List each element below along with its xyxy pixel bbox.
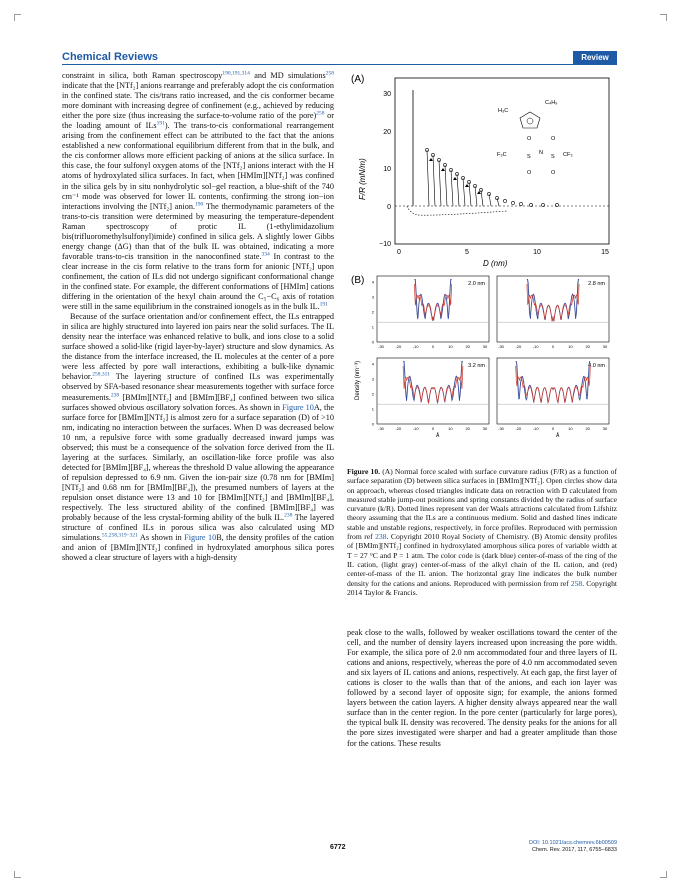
xtick-b: 30: [482, 426, 488, 431]
xtick-b: 0: [431, 426, 435, 431]
xtick-b: 20: [585, 344, 590, 349]
cation-ring-density-curve: [516, 361, 591, 402]
citation-link[interactable]: 258: [325, 70, 334, 77]
cation-ring-density-curve: [527, 279, 579, 321]
header-rule: [62, 64, 617, 65]
figure-10: [347, 70, 617, 465]
ytick-b: 3: [371, 376, 374, 382]
crop-mark-tl: [14, 14, 21, 21]
xtick-a: 0: [397, 249, 401, 256]
ytick-b: 4: [371, 361, 374, 367]
right-column-text: peak close to the walls, followed by weaker oscillations toward the center of the cell, and the number of density layers increased upon increasing the pore width. For example, the silica pore of 2.0 nm accommodated four and three layers of IL cations and anions, respectively, whereas the pore of 4.0 nm accommodated seven and six layers of IL cations and anions, respectively. At each gap, the first layer of cations is closer to the walls than that of the anions, and each ion layer was followed by a second layer of opposite sign; for example, the anions formed layers between the cation layers. A higher density always appeared near the wall surface than in the center region. In the pore center (particularly for large pores), the typical bulk IL density was recovered. The density peaks for the anions for all the pore sizes investigated were sharper and had a greater amplitude than those for the cations. These results: [347, 628, 617, 748]
xtick-b: 10: [568, 426, 573, 431]
citation-link[interactable]: 191: [319, 301, 328, 308]
caption-text: (A) Normal force scaled with surface curvature radius (F/R) as a function of surface separation (D) between silica surfaces in [BMIm][NTf₂]. Open circles show data on approach, whereas closed triangles indicate data on retraction with D calculated from measured stable jump-out positions and spring constants divided by the radius of surface curvature (k/R). Dotted lines represent van der Waals attractions calculated from Lifshitz theory assuming that the ILs are a continuous medium. Solid and dashed lines indicate stable and unstable regions, respectively, in force profiles. Reproduced with permission from ref: [347, 467, 618, 542]
molecule-label: O: [527, 136, 532, 142]
citation-link[interactable]: 258,311: [92, 371, 110, 378]
xtick-b: -10: [412, 344, 419, 349]
density-panel: [372, 358, 489, 439]
xtick-b: -10: [532, 426, 539, 431]
molecule-label: H₃C: [498, 108, 509, 114]
anion-density-curve: [414, 284, 451, 320]
citation-link[interactable]: 55,258,319−321: [101, 532, 138, 539]
panel-b-ylabel: Density (nm⁻³): [355, 360, 361, 400]
panel-width-label: 4.0 nm: [588, 363, 605, 369]
doi-link[interactable]: DOI: 10.1021/acs.chemrev.6b00509: [529, 840, 617, 846]
vdw-attraction-curve: [407, 206, 507, 215]
xtick-b: -20: [515, 344, 522, 349]
ytick-a: 10: [383, 166, 391, 173]
xtick-b: -20: [395, 426, 402, 431]
panel-b-label: (B): [351, 275, 365, 286]
footer-citation: [500, 840, 617, 854]
panel-b-xlabel: Å: [436, 433, 440, 439]
citation-link[interactable]: 334: [261, 251, 270, 258]
density-panel: [497, 358, 609, 439]
text-run: As shown in: [137, 533, 185, 543]
molecule-label: F₃C: [497, 152, 507, 158]
caption-text: . Copyright 2010 Royal Society of Chemistry. (B) Atomic density profiles of [BMIm][NTf₂] confined in hydroxylated amorphous silica pores of variable width at T = 27 °C and P = 1 atm. The color code is (dark blue) center-of-mass of the ring of the IL cation, (light gray) center-of-mass of the alkyl chain of the IL cation, and (red) center-of-mass of the IL anion. The horizontal gray line indicates the bulk number density for the cations and anions. Reproduced with permission from ref: [347, 532, 617, 588]
ytick-b: 0: [371, 339, 374, 345]
density-panels: [372, 276, 609, 439]
caption-text: . Copyright 2014 Taylor & Francis.: [347, 578, 617, 597]
xtick-b: -30: [498, 344, 504, 349]
retraction-data-triangles: [429, 158, 481, 194]
xtick-b: -20: [395, 344, 402, 349]
xtick-b: 0: [431, 344, 435, 349]
il-structure-diagram: [497, 100, 573, 176]
cation-ring-density-curve: [403, 361, 463, 403]
ytick-b: 2: [371, 391, 374, 397]
xtick-b: 20: [585, 426, 590, 431]
xtick-a: 10: [533, 249, 541, 256]
xtick-b: -30: [378, 426, 384, 431]
panel-a-ylabel: F/R (mN/m): [358, 158, 367, 200]
alkyl-density-curve: [403, 361, 463, 403]
citation-link[interactable]: 190,191,314: [222, 70, 250, 77]
panel-width-label: 3.2 nm: [468, 363, 485, 369]
panel-width-label: 2.8 nm: [588, 281, 605, 287]
page-number: 6772: [330, 844, 346, 851]
citation-link[interactable]: 238: [110, 391, 120, 398]
citation-link[interactable]: 238: [375, 532, 387, 542]
cation-ring-density-curve: [414, 279, 451, 320]
citation-link[interactable]: 258: [316, 110, 325, 117]
molecule-label: S: [527, 154, 531, 160]
crop-mark-br: [660, 871, 667, 878]
text-run: and MD simulations: [249, 71, 326, 80]
figure-link[interactable]: Figure 10: [282, 402, 314, 412]
panel-a-label: (A): [351, 74, 365, 85]
xtick-b: -10: [532, 344, 539, 349]
xtick-b: 0: [551, 426, 555, 431]
left-column-text: [62, 71, 334, 563]
panel-b-xlabel: Å: [556, 433, 560, 439]
citation-link[interactable]: 238: [284, 512, 293, 519]
text-run: The layered structure of confined ILs in porous silica was also calculated using MD simulations.: [62, 513, 335, 543]
xtick-b: 0: [551, 344, 555, 349]
crop-mark-tr: [660, 14, 667, 21]
citation-link[interactable]: 191: [156, 120, 165, 127]
molecule-label: O: [551, 136, 556, 142]
figure-10-graphic: [347, 70, 617, 465]
ytick-a: 0: [387, 204, 391, 211]
text-run: Because of the surface orientation and/or confinement effect, the ILs entrapped in silica are highly structured into layered ion pairs near the solid surfaces. The IL density near the interface was enhanced relative to bulk, and ions close to a solid surface showed a solid-like (rigid layer-by-layer) structure and slow dynamics. As the distance from the interface increased, the IL molecules at the center of a pore were less affected by pore wall interactions, exhibiting a bulk-like dynamic behavior.: [62, 312, 334, 382]
force-branches: [427, 150, 499, 206]
ytick-a: 20: [383, 129, 391, 136]
text-run: [BMIm][NTf₂] and [BMIm][BF₄] confined between two silica surfaces showed obvious oscillatory solvation forces. As shown in: [62, 392, 334, 412]
density-panel: [497, 276, 609, 349]
xtick-b: 10: [448, 344, 453, 349]
ytick-b: 1: [371, 324, 374, 330]
xtick-b: -30: [498, 426, 504, 431]
section-badge: Review: [573, 51, 617, 64]
xtick-b: 10: [448, 426, 453, 431]
ytick-b: 0: [371, 421, 374, 427]
citation-link[interactable]: 190: [195, 200, 204, 207]
text-run: In contrast to the clear increase in the cis form relative to the trans form for anionic [NTf₂] upon confinement, the cation of ILs did not undergo significant conformational change in the confined state. For example, the different conformations of [HMIm] cations differing in the orientation of the hexyl chain around the C₅−C₆ axis of rotation were still in the same equilibrium in the constrained ionogels as in the bulk IL.: [62, 251, 335, 312]
molecule-label: N: [539, 150, 543, 156]
molecule-label: O: [551, 170, 556, 176]
text-run: The thermodynamic parameters of the trans-to-cis transition were determined by measuring the temperature-dependent Raman spectroscopy of protic IL (1-ethylimidazolium bis(trifluoromethylsulfonyl)imide) confined in silica gels. A slightly lower Gibbs energy change (ΔG) than that of the bulk IL was obtained, indicating a more favorable trans-to-cis transition in the nanoconfined state.: [62, 201, 334, 261]
text-run: ). The trans-to-cis conformational rearrangement arising from the confinement effect can be attributed to the fact that the anions established a new conformational equilibrium different from that in the bulk, and the cis conformer allows more efficient packing of anions at the silica surface. In this case, the four sulfonyl oxygen atoms of the [NTf₂] anions interact with the H atoms of hydroxylated silica surfaces. In fact, when [HMIm][NTf₂] was confined in the silica gels by in situ nonhydrolytic sol−gel reaction, a blue-shift of the 740 cm⁻¹ mode was observed for lower IL contents, confirming the strong ion−ion interactions involving the [NTf₂] anion.: [62, 121, 334, 211]
figure-link[interactable]: Figure 10: [184, 533, 217, 543]
molecule-label: CF₃: [563, 152, 573, 158]
alkyl-density-curve: [414, 279, 451, 320]
xtick-b: 20: [465, 344, 470, 349]
ytick-a: −10: [379, 241, 391, 248]
molecule-label: C₄H₉: [545, 100, 558, 106]
xtick-b: 30: [602, 426, 608, 431]
xtick-a: 15: [601, 249, 609, 256]
molecule-label: O: [527, 170, 532, 176]
xtick-b: 30: [602, 344, 608, 349]
molecule-label: S: [551, 154, 555, 160]
ytick-b: 1: [371, 406, 374, 412]
citation-link[interactable]: 258: [570, 578, 583, 588]
text-run: The layering structure of confined ILs was experimentally observed by SFA-based resonance shear measurements together with surface force measurements.: [62, 372, 334, 402]
anion-density-curve: [403, 366, 463, 404]
xtick-a: 5: [465, 249, 469, 256]
imidazolium-ring-icon: [520, 112, 540, 128]
figure-caption: [347, 467, 617, 597]
xtick-b: 30: [482, 344, 488, 349]
ytick-b: 2: [371, 309, 374, 315]
text-run: constraint in silica, both Raman spectroscopy: [62, 71, 223, 80]
xtick-b: -20: [515, 426, 522, 431]
xtick-b: 20: [465, 426, 470, 431]
text-run: B, the density profiles of the cation and anion of [BMIm][NTf₂] confined in hydroxylated amorphous silica pores showed a clear structure of layers with a high-density: [62, 533, 334, 563]
crop-mark-bl: [14, 871, 21, 878]
xtick-b: -10: [412, 426, 419, 431]
journal-citation: Chem. Rev. 2017, 117, 6755−6833: [532, 847, 617, 853]
text-run: indicate that the [NTf₂] anions rearrange and preferably adopt the cis conformation in the confined state. The cis/trans ratio increased, and the cis conformer became more dominant with increasing degree of confinement (e.g., achieved by reducing either the pore size (thus increasing the surface-to-volume ratio of the pore): [62, 81, 334, 121]
xtick-b: -30: [378, 344, 384, 349]
journal-title[interactable]: Chemical Reviews: [62, 51, 158, 63]
xtick-b: 10: [568, 344, 573, 349]
panel-width-label: 2.0 nm: [468, 281, 485, 287]
ytick-a: 30: [383, 91, 391, 98]
caption-label: Figure 10.: [347, 467, 381, 476]
text-run: A, the surface force for [BMIm][NTf₂] is almost zero for a surface separation (D) of >10 nm, indicating no interaction between the surfaces. When D was decreased below 10 nm, a repulsive force with some gradually decreased inward jumps was observed; this must be a consequence of the solvation force derived from the IL layering at the surfaces. Similarly, an oscillation-like force profile was also detected for [BMIm][BF₄], whereas the threshold D value allowing the appearance of repulsion depressed to 6.9 nm. Given the ion-pair size (0.78 nm for [BMIm][NTf₂] and 0.68 nm for [BMIm][BF₄]), the presumed numbers of layers at the repulsion onset distance were 13 and 10 for [BMIm][NTf₂] and [BMIm][BF₄], respectively. The less structured ability of the confined [BMIm][BF₄] was probably because of the less crystal-forming ability of the bulk IL.: [62, 402, 334, 523]
text-run: or the loading amount of ILs: [62, 111, 334, 131]
density-panel: [372, 276, 489, 349]
ytick-b: 3: [371, 294, 374, 300]
panel-a-xlabel: D (nm): [483, 259, 508, 268]
ytick-b: 4: [371, 279, 374, 285]
